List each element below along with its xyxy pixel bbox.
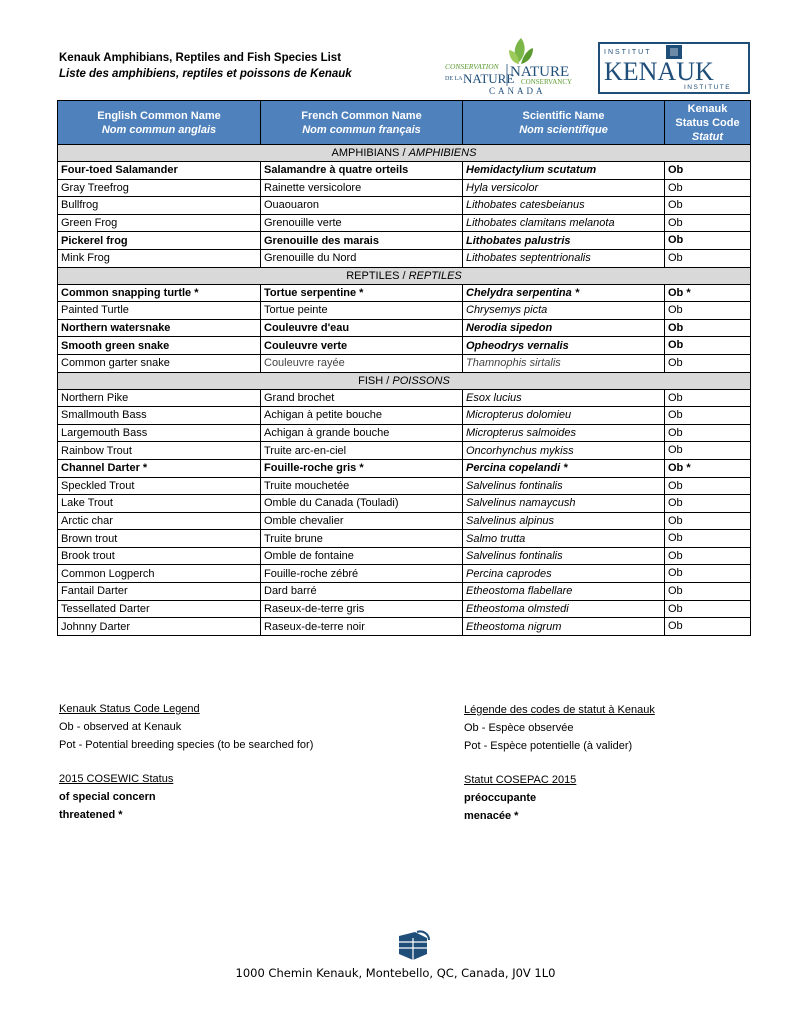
section-header-amphibians [58,145,751,162]
header-french-name: French Common Name Nom commun français [261,101,463,145]
scientific-name-cell: Chrysemys picta [463,302,665,320]
table-row [58,389,751,407]
table-row [58,232,751,250]
header-scientific-name: Scientific Name Nom scientifique [463,101,665,145]
status-cell: Ob [665,214,751,232]
status-cell: Ob [665,618,751,636]
scientific-name-cell: Lithobates septentrionalis [463,249,665,267]
table-row [58,302,751,320]
english-name-cell: Common garter snake [58,354,261,372]
kenauk-logo-bottom: INSTITUTE [684,84,732,91]
table-header-row [58,101,751,145]
kenauk-logo-main: KENAUK [604,57,714,86]
status-cell: Ob [665,197,751,215]
scientific-name-cell: Salvelinus alpinus [463,512,665,530]
french-name-cell: Tortue serpentine * [261,284,463,302]
status-cell: Ob [665,232,751,250]
scientific-name-cell: Salmo trutta [463,530,665,548]
french-name-cell: Grenouille du Nord [261,249,463,267]
scientific-name-cell: Hemidactylium scutatum [463,162,665,180]
french-name-cell: Grenouille verte [261,214,463,232]
scientific-name-cell: Percina caprodes [463,565,665,583]
english-name-cell: Painted Turtle [58,302,261,320]
status-cell: Ob [665,302,751,320]
section-label: AMPHIBIANS / AMPHIBIENS [58,145,751,162]
status-cell: Ob [665,162,751,180]
species-table [57,100,751,636]
status-cell: Ob [665,583,751,601]
section-header-reptiles [58,267,751,284]
header-english-name: English Common Name Nom commun anglais [58,101,261,145]
english-name-cell: Lake Trout [58,495,261,513]
scientific-name-cell: Lithobates palustris [463,232,665,250]
english-name-cell: Smallmouth Bass [58,407,261,425]
legend-title: Légende des codes de statut à Kenauk [464,704,655,716]
table-row [58,214,751,232]
status-cell: Ob * [665,284,751,302]
table-row [58,512,751,530]
french-name-cell: Fouille-roche gris * [261,459,463,477]
french-name-cell: Ouaouaron [261,197,463,215]
page-title [59,50,439,82]
cosewic-threatened: threatened * [59,809,123,821]
status-cell: Ob [665,530,751,548]
french-name-cell: Rainette versicolore [261,179,463,197]
scientific-name-cell: Nerodia sipedon [463,319,665,337]
table-row [58,179,751,197]
ncc-line5: CONSERVANCY [521,78,573,86]
status-cell: Ob [665,407,751,425]
status-legend-english [59,700,313,754]
leaf-icon [509,38,533,64]
french-name-cell: Omble chevalier [261,512,463,530]
english-name-cell: Bullfrog [58,197,261,215]
english-name-cell: Common Logperch [58,565,261,583]
french-name-cell: Omble de fontaine [261,547,463,565]
status-legend-french [464,701,655,755]
scientific-name-cell: Oncorhynchus mykiss [463,442,665,460]
english-name-cell: Common snapping turtle * [58,284,261,302]
status-cell: Ob [665,477,751,495]
cosewic-status-english [59,770,173,824]
french-name-cell: Couleuvre verte [261,337,463,355]
status-cell: Ob [665,512,751,530]
english-name-cell: Johnny Darter [58,618,261,636]
table-row [58,583,751,601]
french-name-cell: Tortue peinte [261,302,463,320]
scientific-name-cell: Percina copelandi * [463,459,665,477]
english-name-cell: Channel Darter * [58,459,261,477]
english-name-cell: Largemouth Bass [58,424,261,442]
status-cell: Ob [665,424,751,442]
english-name-cell: Brook trout [58,547,261,565]
table-row [58,600,751,618]
french-name-cell: Dard barré [261,583,463,601]
kenauk-logo-top: INSTITUT [604,49,652,56]
english-name-cell: Smooth green snake [58,337,261,355]
legend-pot: Pot - Potential breeding species (to be searched for) [59,739,314,751]
status-cell: Ob [665,600,751,618]
french-name-cell: Truite mouchetée [261,477,463,495]
status-cell: Ob [665,389,751,407]
english-name-cell: Rainbow Trout [58,442,261,460]
ncc-line3: DE LA [445,76,463,82]
french-name-cell: Salamandre à quatre orteils [261,162,463,180]
scientific-name-cell: Lithobates clamitans melanota [463,214,665,232]
french-name-cell: Achigan à grande bouche [261,424,463,442]
english-name-cell: Tessellated Darter [58,600,261,618]
legend-pot: Pot - Espèce potentielle (à valider) [464,740,633,752]
footer-address: 1000 Chemin Kenauk, Montebello, QC, Canada, J0V 1L0 [235,966,556,980]
status-cell: Ob [665,319,751,337]
section-label: FISH / POISSONS [58,372,751,389]
ncc-line6: CANADA [489,86,546,96]
scientific-name-cell: Etheostoma nigrum [463,618,665,636]
table-row [58,162,751,180]
french-name-cell: Truite brune [261,530,463,548]
status-cell: Ob [665,495,751,513]
header-status-code: Kenauk Status Code Statut [665,101,751,145]
status-cell: Ob [665,442,751,460]
table-row [58,618,751,636]
french-name-cell: Achigan à petite bouche [261,407,463,425]
cosewic-title: 2015 COSEWIC Status [59,773,174,785]
scientific-name-cell: Hyla versicolor [463,179,665,197]
table-row [58,407,751,425]
french-name-cell: Grenouille des marais [261,232,463,250]
scientific-name-cell: Salvelinus namaycush [463,495,665,513]
cosewic-title: Statut COSEPAC 2015 [464,774,577,786]
english-name-cell: Speckled Trout [58,477,261,495]
english-name-cell: Fantail Darter [58,583,261,601]
french-name-cell: Couleuvre rayée [261,354,463,372]
title-english: Kenauk Amphibians, Reptiles and Fish Species List [59,52,342,64]
cosewic-concern: of special concern [59,791,156,803]
english-name-cell: Northern Pike [58,389,261,407]
title-french: Liste des amphibiens, reptiles et poissons de Kenauk [59,68,352,80]
status-cell: Ob * [665,459,751,477]
table-row [58,459,751,477]
scientific-name-cell: Thamnophis sirtalis [463,354,665,372]
french-name-cell: Omble du Canada (Touladi) [261,495,463,513]
table-row [58,477,751,495]
french-name-cell: Grand brochet [261,389,463,407]
table-row [58,337,751,355]
status-cell: Ob [665,179,751,197]
english-name-cell: Pickerel frog [58,232,261,250]
scientific-name-cell: Micropterus salmoides [463,424,665,442]
scientific-name-cell: Salvelinus fontinalis [463,547,665,565]
scientific-name-cell: Etheostoma flabellare [463,583,665,601]
table-row [58,319,751,337]
table-row [58,442,751,460]
table-row [58,354,751,372]
ncc-logo [443,36,593,96]
table-row [58,284,751,302]
english-name-cell: Green Frog [58,214,261,232]
table-row [58,249,751,267]
cosewic-status-french [464,771,576,825]
table-row [58,424,751,442]
scientific-name-cell: Micropterus dolomieu [463,407,665,425]
table-row [58,197,751,215]
table-row [58,530,751,548]
legend-ob: Ob - Espèce observée [464,722,574,734]
status-cell: Ob [665,547,751,565]
ncc-line4: NATURE [463,71,515,86]
scientific-name-cell: Opheodrys vernalis [463,337,665,355]
french-name-cell: Couleuvre d'eau [261,319,463,337]
cosewic-concern: préoccupante [464,792,537,804]
ncc-line2: NATURE [510,64,570,80]
french-name-cell: Raseux-de-terre gris [261,600,463,618]
legend-ob: Ob - observed at Kenauk [59,721,182,733]
species-table-body [58,145,751,636]
table-row [58,495,751,513]
french-name-cell: Fouille-roche zébré [261,565,463,583]
status-cell: Ob [665,337,751,355]
english-name-cell: Arctic char [58,512,261,530]
scientific-name-cell: Lithobates catesbeianus [463,197,665,215]
status-cell: Ob [665,565,751,583]
kenauk-logo [598,42,750,94]
status-cell: Ob [665,249,751,267]
scientific-name-cell: Salvelinus fontinalis [463,477,665,495]
scientific-name-cell: Esox lucius [463,389,665,407]
heron-cube-icon [395,930,431,962]
legend-title: Kenauk Status Code Legend [59,703,200,715]
english-name-cell: Mink Frog [58,249,261,267]
english-name-cell: Northern watersnake [58,319,261,337]
section-label: REPTILES / REPTILES [58,267,751,284]
english-name-cell: Brown trout [58,530,261,548]
french-name-cell: Raseux-de-terre noir [261,618,463,636]
scientific-name-cell: Etheostoma olmstedi [463,600,665,618]
english-name-cell: Four-toed Salamander [58,162,261,180]
ncc-line1: CONSERVATION [445,62,499,71]
section-header-fish [58,372,751,389]
french-name-cell: Truite arc-en-ciel [261,442,463,460]
status-cell: Ob [665,354,751,372]
table-row [58,565,751,583]
table-row [58,547,751,565]
english-name-cell: Gray Treefrog [58,179,261,197]
cosewic-threatened: menacée * [464,810,519,822]
scientific-name-cell: Chelydra serpentina * [463,284,665,302]
